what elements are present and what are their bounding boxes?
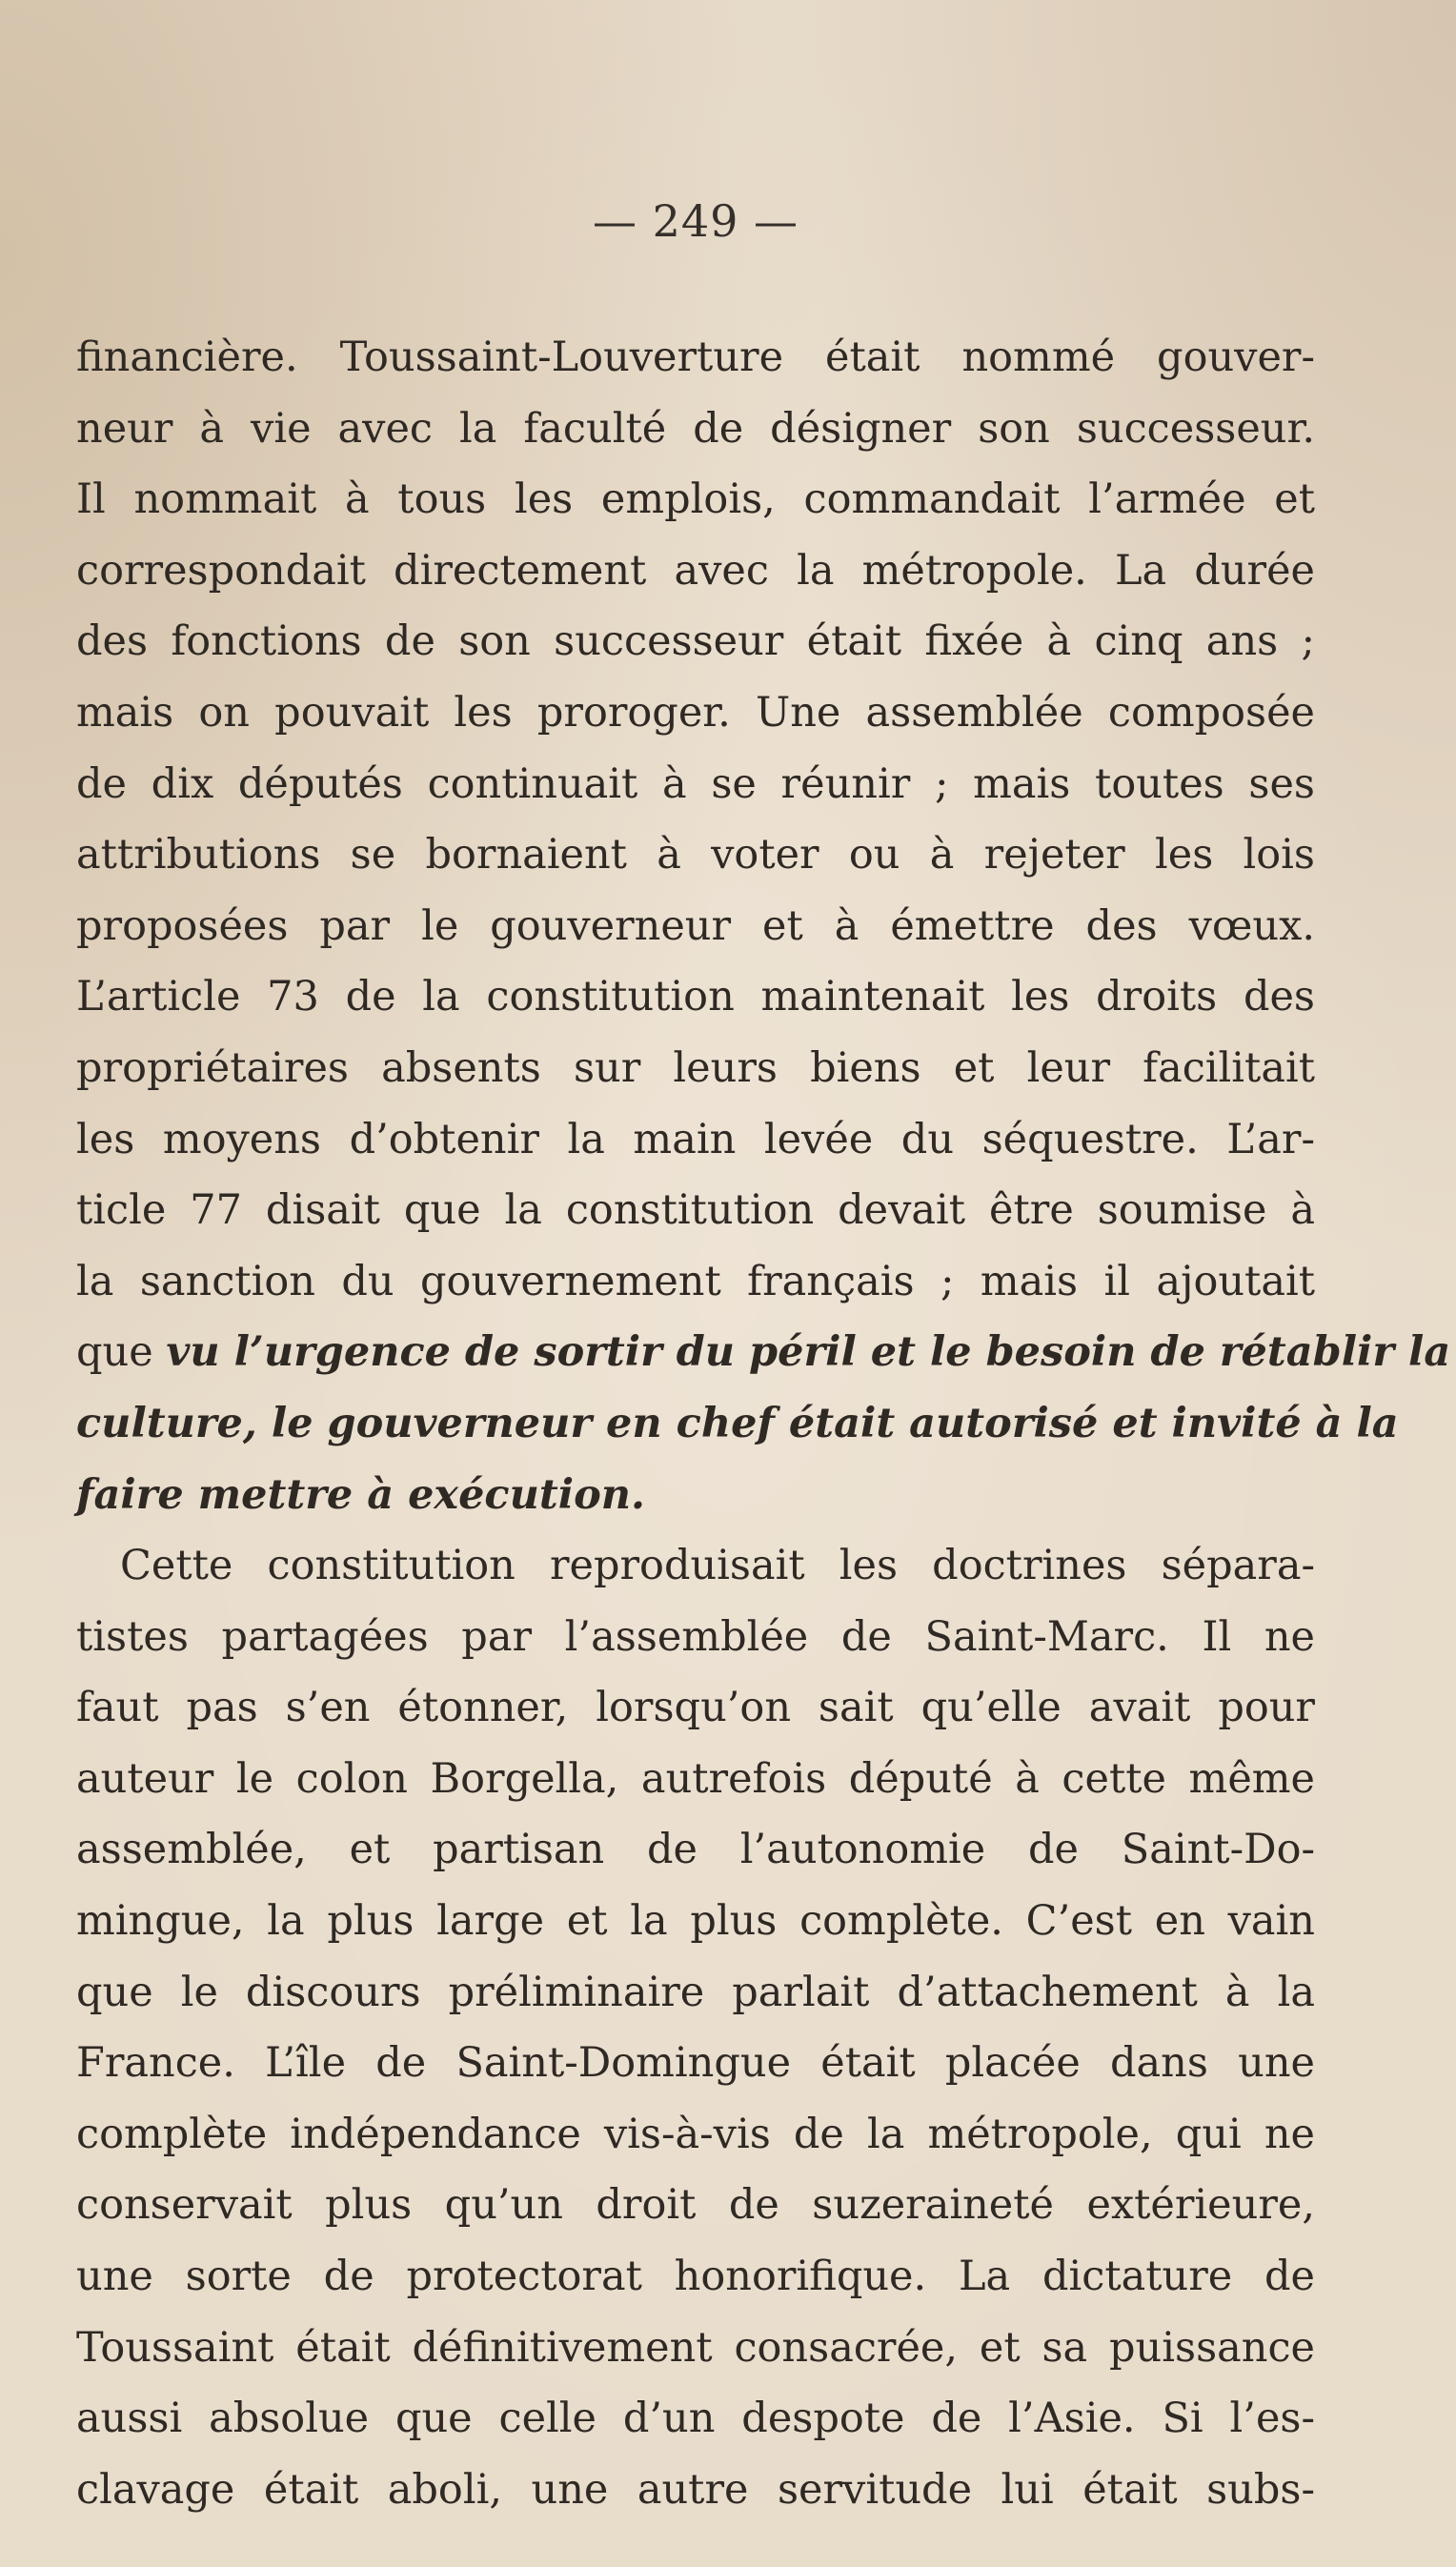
text-line: la sanction du gouvernement français ; mais il ajoutait (76, 1257, 1315, 1305)
text-line: conservait plus qu’un droit de suzeraineté extérieure, (76, 2181, 1315, 2230)
text-line: clavage était aboli, une autre servitude lui était subs- (76, 2465, 1315, 2514)
text-line (76, 1388, 1399, 1460)
text-line: assemblée, et partisan de l’autonomie de Saint-Do- (76, 1826, 1315, 1874)
text-line: une sorte de protectorat honorifique. La dictature de (76, 2253, 1315, 2301)
text-line: Cette constitution reproduisait les doctrines sépara- (120, 1542, 1315, 1590)
body-text (76, 322, 1451, 2525)
text-line: auteur le colon Borgella, autrefois député à cette même (76, 1754, 1315, 1803)
text-line: aussi absolue que celle d’un despote de l’Asie. Si l’es- (76, 2395, 1315, 2443)
text-line: faut pas s’en étonner, lorsqu’on sait qu’elle avait pour (76, 1684, 1315, 1732)
text-line (76, 1460, 1315, 1531)
text-line: financière. Toussaint-Louverture était nommé gouver- (76, 334, 1315, 381)
text-line: attributions se bornaient à voter ou à rejeter les lois (76, 831, 1315, 879)
text-line: correspondait directement avec la métropole. La durée (76, 546, 1315, 595)
italic-quote: faire mettre à exécution. (76, 1470, 645, 1519)
text-line: les moyens d’obtenir la main levée du séquestre. L’ar- (76, 1115, 1315, 1163)
text-line: mais on pouvait les proroger. Une assemblée composée (76, 688, 1315, 737)
text-line: neur à vie avec la faculté de désigner son successeur. (76, 404, 1315, 453)
text-line: de dix députés continuait à se réunir ; mais toutes ses (76, 759, 1315, 808)
text-line: propriétaires absents sur leurs biens et leur facilitait (76, 1043, 1315, 1092)
text-line: L’article 73 de la constitution maintenait les droits des (76, 973, 1315, 1021)
text-line: que le discours préliminaire parlait d’attachement à la (76, 1968, 1315, 2016)
text-line: Toussaint était définitivement consacrée, et sa puissance (76, 2323, 1315, 2372)
text-segment: que (76, 1328, 167, 1377)
page-number: — 249 — (592, 195, 799, 247)
italic-quote: vu l’urgence de sortir du péril et le besoin de rétablir la (166, 1328, 1451, 1377)
text-line: ticle 77 disait que la constitution devait être soumise à (76, 1186, 1315, 1235)
text-line: complète indépendance vis-à-vis de la métropole, qui ne (76, 2110, 1315, 2158)
text-line: France. L’île de Saint-Domingue était placée dans une (76, 2039, 1315, 2088)
text-line (76, 1317, 1451, 1388)
italic-quote: culture, le gouverneur en chef était autorisé et invité à la (76, 1399, 1399, 1447)
text-line: Il nommait à tous les emplois, commandait l’armée et (76, 475, 1315, 524)
text-line: tistes partagées par l’assemblée de Saint-Marc. Il ne (76, 1612, 1315, 1661)
text-line: mingue, la plus large et la plus complète. C’est en vain (76, 1897, 1315, 1946)
text-line: des fonctions de son successeur était fixée à cinq ans ; (76, 617, 1315, 666)
text-line: proposées par le gouverneur et à émettre des vœux. (76, 901, 1315, 950)
